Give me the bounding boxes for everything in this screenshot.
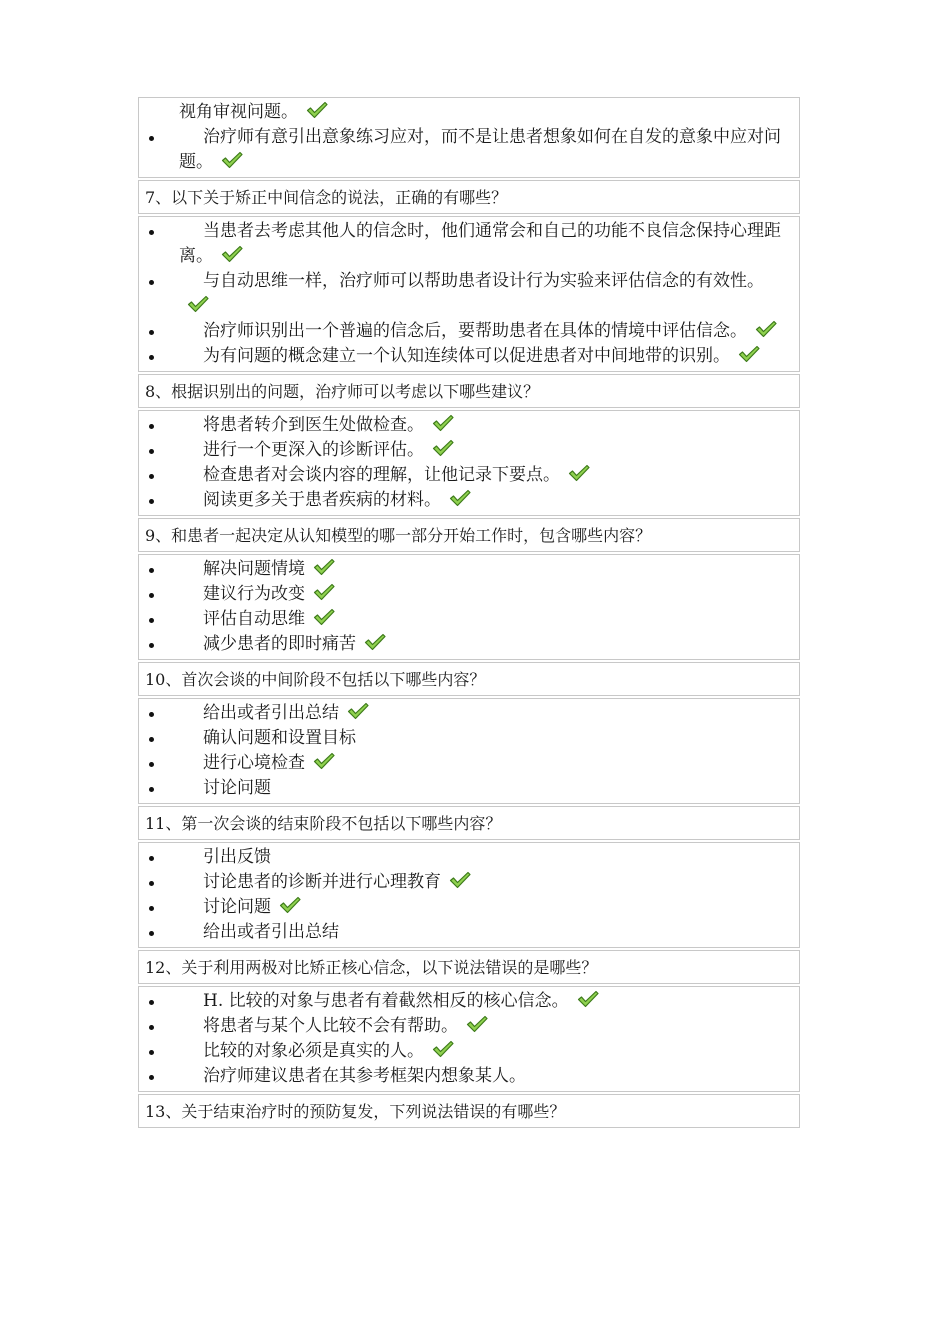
option-item[interactable] [139,100,795,125]
check-mark-icon [221,245,243,263]
option-text: 建议行为改变 [203,584,305,604]
option-text: 检查患者对会谈内容的理解，让他记录下要点。 [203,465,560,485]
bullet-dot-icon [149,474,154,479]
option-item[interactable] [139,344,795,369]
bullet-dot-icon [149,1075,154,1080]
options-list [138,97,800,178]
bullet-dot-icon [149,568,154,573]
bullet-dot-icon [149,593,154,598]
bullet-dot-icon [149,449,154,454]
check-mark-icon [738,345,760,363]
bullet-dot-icon [149,931,154,936]
question-title: 7、以下关于矫正中间信念的说法，正确的有哪些？ [138,180,800,214]
option-item[interactable] [139,895,795,920]
bullet-dot-icon [149,330,154,335]
bullet-dot-icon [149,618,154,623]
check-mark-icon [755,320,777,338]
options-list [138,410,800,516]
option-text: 与自动思维一样，治疗师可以帮助患者设计行为实验来评估信念的有效性。 [203,271,764,291]
bullet-dot-icon [149,424,154,429]
option-text: 进行心境检查 [203,753,305,773]
check-mark-icon [279,896,301,914]
option-item[interactable] [139,920,795,945]
option-text: 引出反馈 [203,847,271,867]
check-mark-icon [221,151,243,169]
option-text: 当患者去考虑其他人的信念时，他们通常会和自己的功能不良信念保持心理距离。 [179,221,781,266]
question-title: 11、第一次会谈的结束阶段不包括以下哪些内容？ [138,806,800,840]
bullet-dot-icon [149,881,154,886]
question-title: 12、关于利用两极对比矫正核心信念，以下说法错误的是哪些？ [138,950,800,984]
option-text: 视角审视问题。 [179,102,298,122]
question-title: 8、根据识别出的问题，治疗师可以考虑以下哪些建议？ [138,374,800,408]
check-mark-icon [313,583,335,601]
check-mark-icon [313,608,335,626]
option-item[interactable] [139,463,795,488]
option-text: 进行一个更深入的诊断评估。 [203,440,424,460]
check-mark-icon [187,295,209,313]
bullet-dot-icon [149,1000,154,1005]
bullet-dot-icon [149,1025,154,1030]
option-text: 解决问题情境 [203,559,305,579]
option-item[interactable] [139,1064,795,1089]
option-item[interactable] [139,413,795,438]
option-text: 讨论患者的诊断并进行心理教育 [203,872,441,892]
options-list [138,554,800,660]
option-text: 给出或者引出总结 [203,922,339,942]
option-item[interactable] [139,726,795,751]
option-item[interactable] [139,557,795,582]
option-item[interactable] [139,319,795,344]
option-item[interactable] [139,751,795,776]
check-mark-icon [432,439,454,457]
option-item[interactable] [139,632,795,657]
bullet-dot-icon [149,355,154,360]
bullet-dot-icon [149,136,154,141]
option-item[interactable] [139,701,795,726]
bullet-dot-icon [149,230,154,235]
bullet-dot-icon [149,856,154,861]
bullet-dot-icon [149,499,154,504]
option-item[interactable] [139,438,795,463]
option-text: 给出或者引出总结 [203,703,339,723]
option-text: 治疗师建议患者在其参考框架内想象某人。 [203,1066,526,1086]
option-item[interactable] [139,989,795,1014]
options-list [138,216,800,372]
option-text: 减少患者的即时痛苦 [203,634,356,654]
options-list [138,698,800,804]
question-title: 13、关于结束治疗时的预防复发，下列说法错误的有哪些？ [138,1094,800,1128]
bullet-dot-icon [149,280,154,285]
check-mark-icon [466,1015,488,1033]
option-text: 为有问题的概念建立一个认知连续体可以促进患者对中间地带的识别。 [203,346,730,366]
option-text: 讨论问题 [203,897,271,917]
option-item[interactable] [139,870,795,895]
option-item[interactable] [139,776,795,801]
check-mark-icon [449,489,471,507]
option-text: 阅读更多关于患者疾病的材料。 [203,490,441,510]
check-mark-icon [449,871,471,889]
option-item[interactable] [139,607,795,632]
check-mark-icon [577,990,599,1008]
bullet-dot-icon [149,762,154,767]
option-text: H. 比较的对象与患者有着截然相反的核心信念。 [203,991,569,1011]
bullet-dot-icon [149,1050,154,1055]
bullet-dot-icon [149,737,154,742]
option-text: 将患者转介到医生处做检查。 [203,415,424,435]
option-item[interactable] [139,1039,795,1064]
check-mark-icon [432,1040,454,1058]
option-text: 将患者与某个人比较不会有帮助。 [203,1016,458,1036]
options-list [138,842,800,948]
bullet-dot-icon [149,643,154,648]
bullet-dot-icon [149,712,154,717]
option-item[interactable] [139,269,795,319]
option-item[interactable] [139,125,795,175]
check-mark-icon [313,752,335,770]
question-title: 9、和患者一起决定从认知模型的哪一部分开始工作时，包含哪些内容？ [138,518,800,552]
option-text: 治疗师识别出一个普遍的信念后，要帮助患者在具体的情境中评估信念。 [203,321,747,341]
check-mark-icon [432,414,454,432]
option-text: 讨论问题 [203,778,271,798]
bullet-dot-icon [149,906,154,911]
option-item[interactable] [139,219,795,269]
check-mark-icon [313,558,335,576]
option-item[interactable] [139,582,795,607]
option-item[interactable] [139,845,795,870]
option-text: 比较的对象必须是真实的人。 [203,1041,424,1061]
option-item[interactable] [139,1014,795,1039]
option-item[interactable] [139,488,795,513]
check-mark-icon [347,702,369,720]
option-text: 评估自动思维 [203,609,305,629]
check-mark-icon [364,633,386,651]
option-text: 治疗师有意引出意象练习应对，而不是让患者想象如何在自发的意象中应对问题。 [179,127,781,172]
option-text: 确认问题和设置目标 [203,728,356,748]
quiz-page [138,97,800,1130]
question-title: 10、首次会谈的中间阶段不包括以下哪些内容？ [138,662,800,696]
bullet-dot-icon [149,787,154,792]
check-mark-icon [568,464,590,482]
check-mark-icon [306,101,328,119]
options-list [138,986,800,1092]
